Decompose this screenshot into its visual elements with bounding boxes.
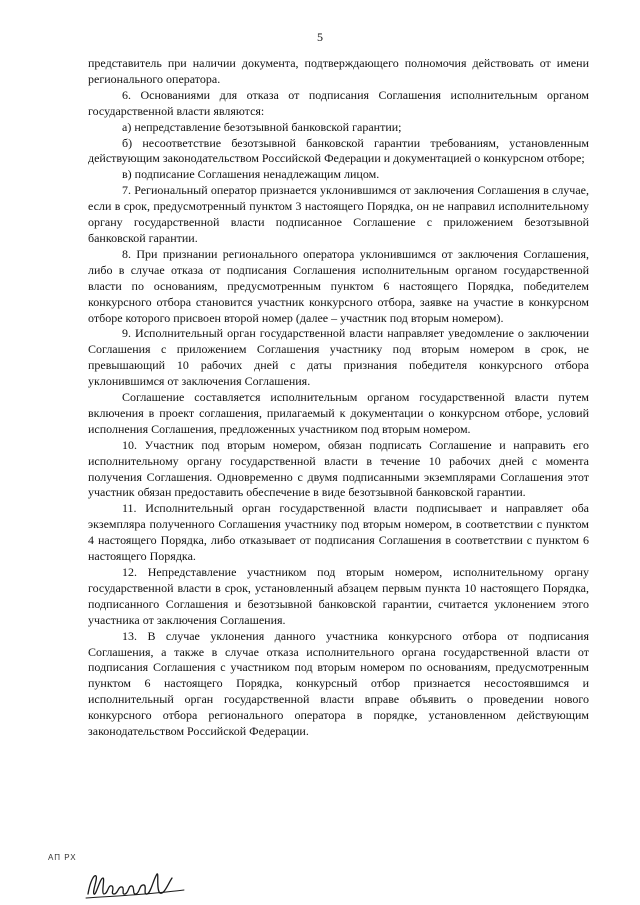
paragraph: 6. Основаниями для отказа от подписания Соглашения исполнительным органом государственной власти являются: [88,87,589,118]
paragraph: 10. Участник под вторым номером, обязан подписать Соглашение и направить его исполнительному органу государственной власти в течение 10 рабочих дней с момента получения Соглашения. Одновременно с двумя подписанными экземплярами Соглашения этот участник обязан предоставить обеспечение в виде безотзывной банковской гарантии. [88,437,589,500]
paragraph: 9. Исполнительный орган государственной власти направляет уведомление о заключении Соглашения с приложением Соглашения участнику под вторым номером в срок, не превышающий 10 рабочих дней с даты признания победителя конкурсного отбора уклонившимся от заключения Соглашения. [88,326,589,389]
paragraph: а) непредставление безотзывной банковской гарантии; [122,119,402,134]
paragraph: 12. Непредставление участником под вторым номером, исполнительному органу государственной власти в срок, установленный абзацем первым пункта 10 настоящего Порядка, подписанного Соглашения и безотзывной банковской гарантии, считается уклонением этого участника от заключения Соглашения. [88,565,589,627]
paragraph: 7. Региональный оператор признается уклонившимся от заключения Соглашения в случае, если в срок, предусмотренный пунктом 3 настоящего Порядка, он не направил исполнительному органу государственной власти подписанное Соглашение с приложением безотзывной банковской гарантии. [88,183,589,245]
paragraph: представитель при наличии документа, подтверждающего полномочия действовать от имени регионального оператора. [88,56,589,86]
paragraph: б) несоответствие безотзывной банковской гарантии требованиям, установленным действующим законодательством Российской Федерации и документацией о конкурсном отборе; [88,135,589,166]
paragraph: 13. В случае уклонения данного участника конкурсного отбора от подписания Соглашения, а также в случае отказа исполнительного органа государственной власти от подписания Соглашения с участником под вторым номером по основаниям, предусмотренным пунктом 6 настоящего Порядка, конкурсный отбор признается несостоявшимся и исполнительный орган государственной власти вправе объявить о проведении нового конкурсного отбора регионального оператора в порядке, установленном действующим законодательством Российской Федерации. [88,628,589,739]
handwritten-signature [84,868,196,902]
paragraph: в) подписание Соглашения ненадлежащим лицом. [122,167,380,182]
paragraph: Соглашение составляется исполнительным органом государственной власти путем включения в проект соглашения, прилагаемый к документации о конкурсном отборе, условий исполнения Соглашения, предложенных участником под вторым номером. [88,390,589,436]
registry-stamp: АП РХ [48,853,77,862]
paragraph: 11. Исполнительный орган государственной власти подписывает и направляет оба экземпляра полученного Соглашения участнику под вторым номером, в соответствии с пунктом 4 настоящего Порядка, либо отказывает от подписания Соглашения в соответствии с пунктом 6 настоящего Порядка. [88,501,589,564]
document-body [88,56,589,740]
paragraph: 8. При признании регионального оператора уклонившимся от заключения Соглашения, либо в случае отказа от подписания Соглашения исполнительным органом государственной власти по основаниям, предусмотренным пунктом 6 настоящего Порядка, победителем конкурсного отбора становится участник конкурсного отбора, заявке на участие в конкурсном отборе которого присвоен второй номер (далее – участник под вторым номером). [88,246,589,325]
page-number: 5 [317,30,323,44]
